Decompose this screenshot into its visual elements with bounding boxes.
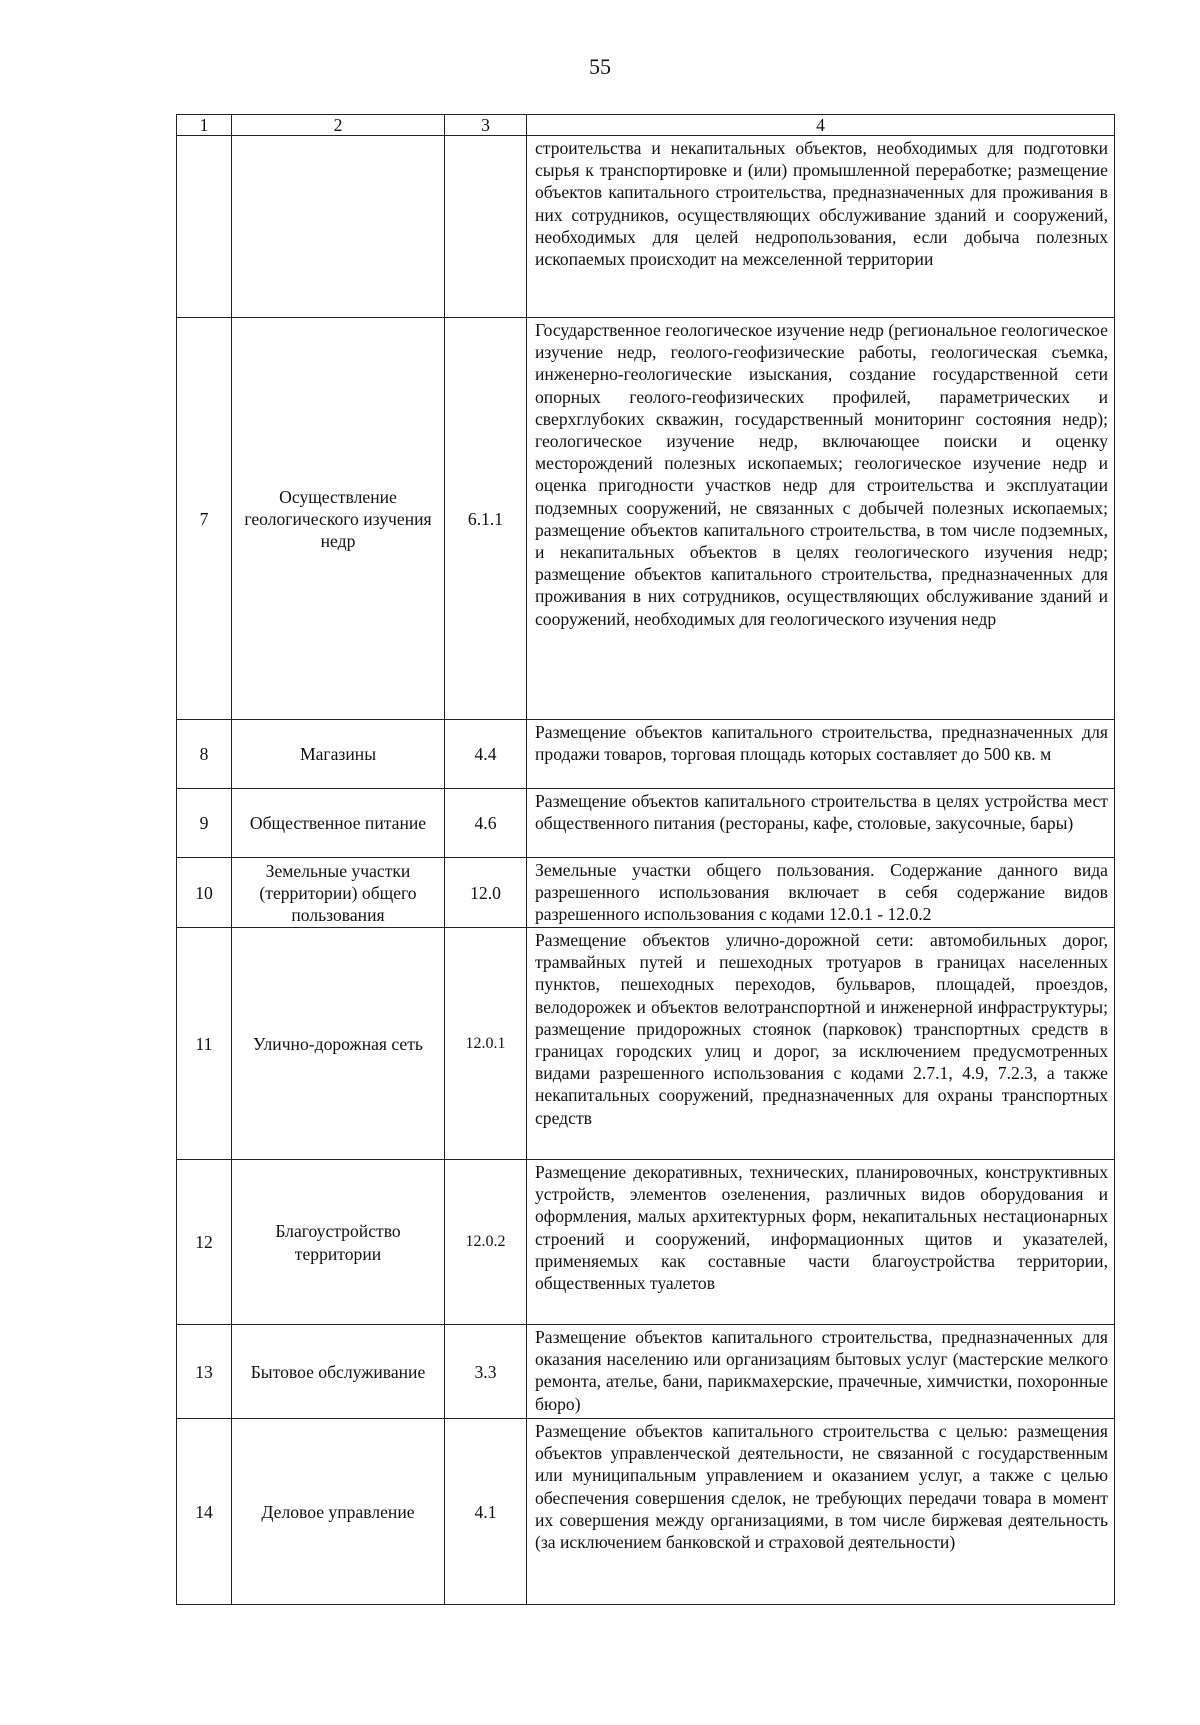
table-row <box>177 136 1115 318</box>
use-type-description: строительства и некапитальных объектов, необходимых для подготовки сырья к транспортировке и (или) промышленной переработке; размещение объектов капитального строительства, предназначенных для проживания в них сотрудников, осуществляющих обслуживание зданий и сооружений, необходимых для целей недропользования, если добыча полезных ископаемых происходит на межселенной территории <box>527 136 1115 318</box>
use-type-name: Земельные участки (территории) общего пользования <box>232 858 445 928</box>
use-type-name: Осуществление геологического изучения недр <box>232 318 445 720</box>
table-row <box>177 1419 1115 1605</box>
use-type-code <box>445 136 527 318</box>
use-type-code: 12.0 <box>445 858 527 928</box>
use-type-description: Размещение объектов капитального строительства в целях устройства мест общественного питания (рестораны, кафе, столовые, закусочные, бары) <box>527 789 1115 858</box>
use-type-code: 4.4 <box>445 720 527 789</box>
use-type-code: 4.6 <box>445 789 527 858</box>
use-type-name: Бытовое обслуживание <box>232 1325 445 1419</box>
use-type-description: Земельные участки общего пользования. Содержание данного вида разрешенного использования включает в себя содержание видов разрешенного использования с кодами 12.0.1 - 12.0.2 <box>527 858 1115 928</box>
table-row <box>177 789 1115 858</box>
use-type-code: 12.0.1 <box>445 928 527 1160</box>
use-type-description: Размещение объектов капитального строительства, предназначенных для оказания населению или организациям бытовых услуг (мастерские мелкого ремонта, ателье, бани, парикмахерские, прачечные, химчистки, похоронные бюро) <box>527 1325 1115 1419</box>
row-number: 8 <box>177 720 232 789</box>
row-number: 10 <box>177 858 232 928</box>
use-type-code: 4.1 <box>445 1419 527 1605</box>
use-type-description: Размещение объектов капитального строительства с целью: размещения объектов управленческой деятельности, не связанной с государственным или муниципальным управлением и оказанием услуг, а также с целью обеспечения совершения сделок, не требующих передачи товара в момент их совершения между организациями, в том числе биржевая деятельность (за исключением банковской и страховой деятельности) <box>527 1419 1115 1605</box>
page-number: 55 <box>589 54 611 79</box>
use-type-name: Улично-дорожная сеть <box>232 928 445 1160</box>
use-type-code: 12.0.2 <box>445 1160 527 1325</box>
table-row <box>177 318 1115 720</box>
column-header: 1 <box>177 115 232 136</box>
row-number: 9 <box>177 789 232 858</box>
use-type-description: Размещение объектов капитального строительства, предназначенных для продажи товаров, торговая площадь которых составляет до 500 кв. м <box>527 720 1115 789</box>
use-type-description: Государственное геологическое изучение недр (региональное геологическое изучение недр, геолого-геофизические работы, геологическая съемка, инженерно-геологические изыскания, создание государственной сети опорных геолого-геофизических профилей, параметрических и сверхглубоких скважин, государственный мониторинг состояния недр); геологическое изучение недр, включающее поиски и оценку месторождений полезных ископаемых; геологическое изучение недр и оценка пригодности участков недр для строительства и эксплуатации подземных сооружений, не связанных с добычей полезных ископаемых; размещение объектов капитального строительства, в том числе подземных, и некапитальных объектов в целях геологического изучения недр; размещение объектов капитального строительства, предназначенных для проживания в них сотрудников, осуществляющих обслуживание зданий и сооружений, необходимых для геологического изучения недр <box>527 318 1115 720</box>
row-number: 13 <box>177 1325 232 1419</box>
table-row <box>177 858 1115 928</box>
column-header: 2 <box>232 115 445 136</box>
table-header-row <box>177 115 1115 136</box>
use-type-description: Размещение объектов улично-дорожной сети: автомобильных дорог, трамвайных путей и пешеходных тротуаров в границах населенных пунктов, пешеходных переходов, бульваров, площадей, проездов, велодорожек и объектов велотранспортной и инженерной инфраструктуры; размещение придорожных стоянок (парковок) транспортных средств в границах городских улиц и дорог, за исключением предусмотренных видами разрешенного использования с кодами 2.7.1, 4.9, 7.2.3, а также некапитальных сооружений, предназначенных для охраны транспортных средств <box>527 928 1115 1160</box>
table-row <box>177 720 1115 789</box>
use-type-name <box>232 136 445 318</box>
use-type-code: 6.1.1 <box>445 318 527 720</box>
row-number: 7 <box>177 318 232 720</box>
row-number: 11 <box>177 928 232 1160</box>
table-row <box>177 928 1115 1160</box>
table-row <box>177 1160 1115 1325</box>
row-number <box>177 136 232 318</box>
use-type-name: Деловое управление <box>232 1419 445 1605</box>
use-type-name: Магазины <box>232 720 445 789</box>
use-type-name: Общественное питание <box>232 789 445 858</box>
column-header: 4 <box>527 115 1115 136</box>
land-use-table <box>176 114 1115 1605</box>
use-type-name: Благоустройство территории <box>232 1160 445 1325</box>
use-type-description: Размещение декоративных, технических, планировочных, конструктивных устройств, элементов озеленения, различных видов оборудования и оформления, малых архитектурных форм, некапитальных нестационарных строений и сооружений, информационных щитов и указателей, применяемых как составные части благоустройства территории, общественных туалетов <box>527 1160 1115 1325</box>
row-number: 14 <box>177 1419 232 1605</box>
column-header: 3 <box>445 115 527 136</box>
row-number: 12 <box>177 1160 232 1325</box>
use-type-code: 3.3 <box>445 1325 527 1419</box>
table-row <box>177 1325 1115 1419</box>
